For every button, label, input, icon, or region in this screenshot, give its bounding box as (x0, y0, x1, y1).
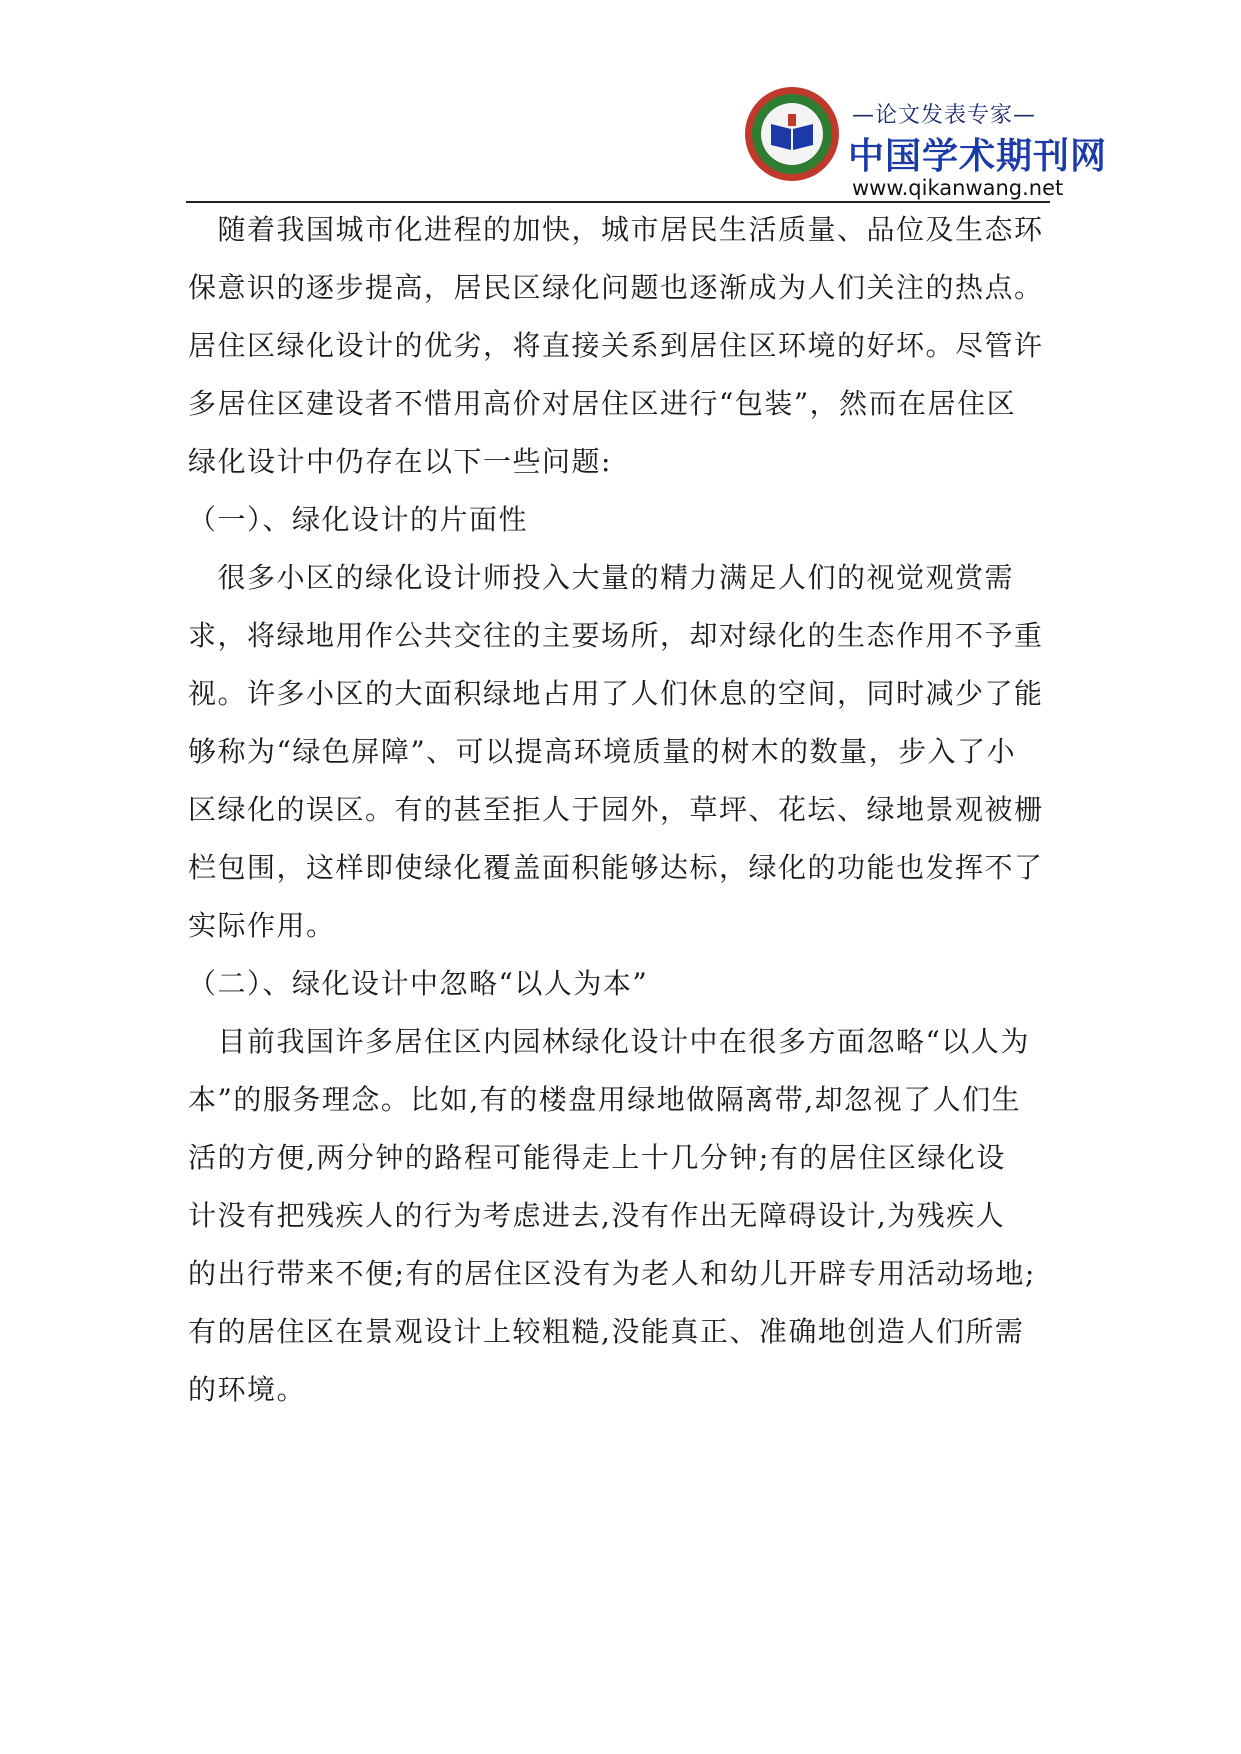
body-line: 的环境。 (188, 1373, 307, 1406)
body-line: 目前我国许多居住区内园林绿化设计中在很多方面忽略“以人为 (188, 1025, 1030, 1058)
body-line: 保意识的逐步提高，居民区绿化问题也逐渐成为人们关注的热点。 (188, 271, 1044, 304)
body-line: 有的居住区在景观设计上较粗糙,没能真正、准确地创造人们所需 (188, 1315, 1025, 1348)
body-line: 视。许多小区的大面积绿地占用了人们休息的空间，同时减少了能 (188, 677, 1044, 710)
body-line: 居住区绿化设计的优劣，将直接关系到居住区环境的好坏。尽管许 (188, 329, 1044, 362)
body-line: 本”的服务理念。比如,有的楼盘用绿地做隔离带,却忽视了人们生 (188, 1083, 1022, 1116)
logo-site-name: 中国学术期刊网 (848, 136, 1108, 177)
body-line: 求，将绿地用作公共交往的主要场所，却对绿化的生态作用不予重 (188, 619, 1044, 652)
section-heading: （一）、绿化设计的片面性 (188, 503, 529, 536)
body-line: 很多小区的绿化设计师投入大量的精力满足人们的视觉观赏需 (188, 561, 1015, 594)
body-line: 多居住区建设者不惜用高价对居住区进行“包装”，然而在居住区 (188, 387, 1017, 420)
body-line: 活的方便,两分钟的路程可能得走上十几分钟;有的居住区绿化设 (188, 1141, 1006, 1174)
body-line: 够称为“绿色屏障”、可以提高环境质量的树木的数量，步入了小 (188, 735, 1017, 768)
body-line: 绿化设计中仍存在以下一些问题: (188, 445, 612, 478)
header-logo (742, 84, 1108, 202)
body-line: 计没有把残疾人的行为考虑进去,没有作出无障碍设计,为残疾人 (188, 1199, 1006, 1232)
body-line: 随着我国城市化进程的加快，城市居民生活质量、品位及生态环 (188, 213, 1044, 246)
logo-slogan: —论文发表专家— (852, 103, 1037, 128)
journal-seal-icon (742, 84, 842, 184)
body-line: 栏包围，这样即使绿化覆盖面积能够达标，绿化的功能也发挥不了 (188, 851, 1044, 884)
header-divider (186, 201, 1050, 203)
logo-url: www.qikanwang.net (852, 176, 1064, 200)
body-line: 实际作用。 (188, 909, 336, 942)
section-heading: （二）、绿化设计中忽略“以人为本” (188, 967, 649, 1000)
body-line: 的出行带来不便;有的居住区没有为老人和幼儿开辟专用活动场地; (188, 1257, 1036, 1290)
body-line: 区绿化的误区。有的甚至拒人于园外，草坪、花坛、绿地景观被栅 (188, 793, 1044, 826)
